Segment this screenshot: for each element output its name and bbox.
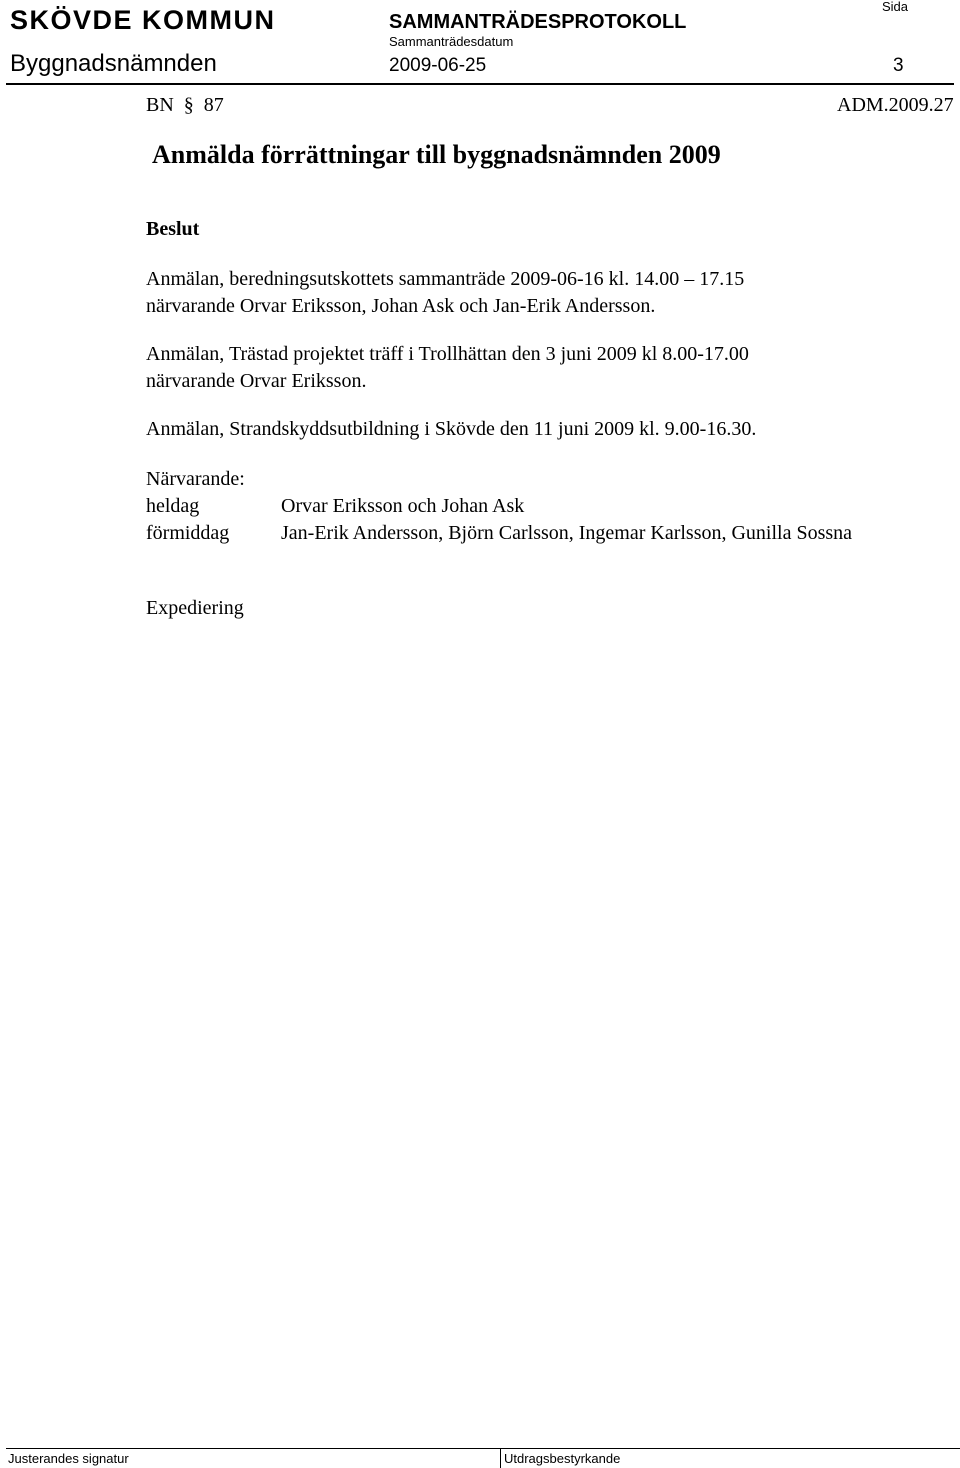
- attendance-label: Närvarande:: [146, 468, 245, 490]
- attendance-who: Orvar Eriksson och Johan Ask: [281, 495, 525, 517]
- signature-label: Justerandes signatur: [8, 1451, 129, 1466]
- document-title: Anmälda förrättningar till byggnadsnämnden 2009: [152, 140, 721, 169]
- attendance-who: Jan-Erik Andersson, Björn Carlsson, Ingemar Karlsson, Gunilla Sossna: [281, 522, 853, 544]
- page-label: Sida: [882, 0, 909, 14]
- paragraph-2-line-1: Anmälan, Trästad projektet träff i Trollhättan den 3 juni 2009 kl 8.00-17.00: [146, 343, 749, 365]
- meeting-date-label: Sammanträdesdatum: [389, 34, 514, 49]
- municipality-logo: SKÖVDE KOMMUN: [10, 5, 276, 35]
- beslut-heading: Beslut: [146, 218, 200, 240]
- attendance-when: förmiddag: [146, 522, 230, 544]
- header-divider: [6, 83, 954, 85]
- footer-divider: [6, 1448, 960, 1449]
- paragraph-3-line-1: Anmälan, Strandskyddsutbildning i Skövde den 11 juni 2009 kl. 9.00-16.30.: [146, 418, 757, 440]
- certifier-label: Utdragsbestyrkande: [504, 1451, 621, 1466]
- attendance-table: [146, 466, 852, 547]
- section-sign: §: [183, 94, 194, 116]
- footer-separator: [500, 1449, 501, 1468]
- paragraph-1-line-1: Anmälan, beredningsutskottets sammanträde 2009-06-16 kl. 14.00 – 17.15: [146, 268, 745, 290]
- case-prefix: BN: [146, 94, 174, 116]
- meeting-date: 2009-06-25: [389, 55, 487, 76]
- case-number: 87: [203, 94, 224, 116]
- protocol-title: SAMMANTRÄDESPROTOKOLL: [389, 11, 687, 33]
- diary-number: ADM.2009.27: [837, 94, 954, 116]
- expediering-heading: Expediering: [146, 597, 244, 619]
- case-reference: [146, 92, 224, 118]
- attendance-row: [146, 520, 852, 547]
- paragraph-1-line-2: närvarande Orvar Eriksson, Johan Ask och Jan-Erik Andersson.: [146, 295, 656, 317]
- paragraph-2-line-2: närvarande Orvar Eriksson.: [146, 370, 367, 392]
- committee-name: Byggnadsnämnden: [10, 50, 217, 77]
- page-number: 3: [893, 55, 904, 76]
- attendance-row: [146, 493, 852, 520]
- attendance-when: heldag: [146, 495, 200, 517]
